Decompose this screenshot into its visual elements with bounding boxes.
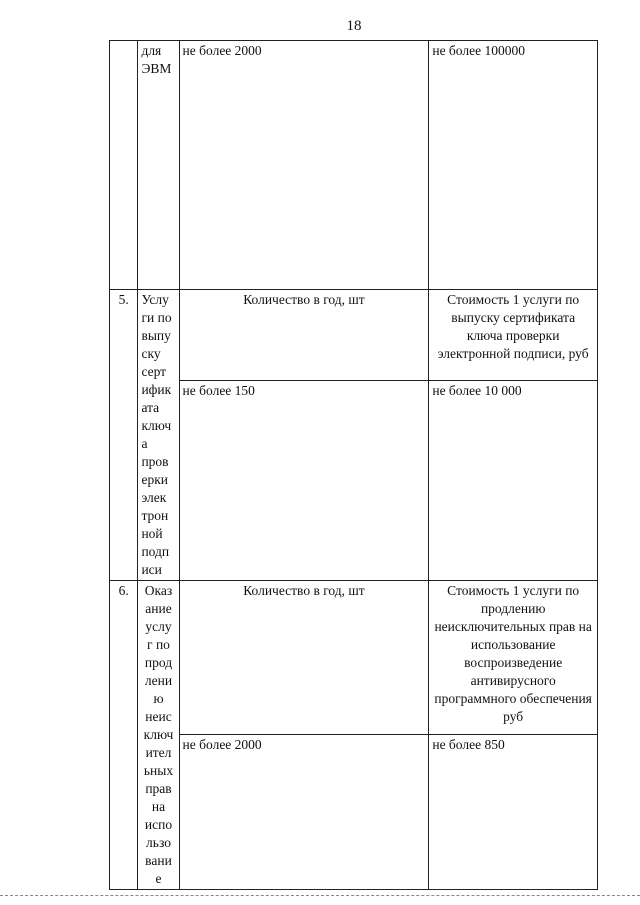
service-name-line: испо (144, 817, 173, 832)
service-name-line: льзо (146, 835, 171, 850)
table-row (110, 734, 598, 889)
cost-cell: не более 10 000 (429, 380, 598, 580)
service-name-line: серт (141, 364, 167, 379)
row-number-cell: 6. (110, 581, 138, 890)
service-name-line: ключ (143, 727, 174, 742)
service-name-line: неис (145, 709, 172, 724)
service-name-line: прод (144, 655, 173, 670)
service-name-line: выпу (141, 328, 171, 343)
cost-header-cell: Стоимость 1 услуги по выпуску сертификата ключа проверки электронной подписи, руб (429, 290, 598, 381)
service-name-line: для (141, 43, 162, 58)
service-name-line: ерки (141, 472, 168, 487)
service-name-line: ю (153, 691, 164, 706)
service-name-line: ание (145, 601, 172, 616)
table-row (110, 41, 598, 290)
quantity-header-cell: Количество в год, шт (179, 581, 429, 735)
service-name-line: ата (141, 400, 160, 415)
service-name-line: элек (141, 490, 167, 505)
service-name-cell (138, 41, 179, 290)
row-number-cell (110, 41, 138, 290)
service-name-line: а (141, 436, 148, 451)
cost-cell: не более 100000 (429, 41, 598, 290)
quantity-cell: не более 2000 (179, 41, 429, 290)
cost-header-cell: Стоимость 1 услуги по продлению неисключительных прав на использование воспроизведение антивирусного программного обеспечения руб (429, 581, 598, 735)
quantity-cell: не более 150 (179, 380, 429, 580)
service-name-cell (138, 290, 179, 581)
service-name-line: пров (141, 454, 169, 469)
page-number: 18 (346, 18, 362, 34)
row-number-cell: 5. (110, 290, 138, 581)
service-name-line: ги по (141, 310, 172, 325)
services-table (109, 40, 598, 890)
service-name-line: Оказ (144, 583, 173, 598)
service-name-line: на (151, 799, 166, 814)
service-name-line: ску (141, 346, 161, 361)
page-bottom-rule (0, 895, 640, 896)
table-row (110, 380, 598, 580)
service-name-cell (138, 581, 179, 890)
service-name-line: ЭВМ (141, 61, 172, 76)
quantity-cell: не более 2000 (179, 734, 429, 889)
service-name-line: Услу (141, 292, 169, 307)
table-row (110, 290, 598, 381)
service-name-line: услу (145, 619, 172, 634)
service-name-line: г по (147, 637, 170, 652)
service-name-line: прав (145, 781, 172, 796)
service-name-line: ной (141, 526, 163, 541)
cost-cell: не более 850 (429, 734, 598, 889)
quantity-header-cell: Количество в год, шт (179, 290, 429, 381)
service-name-line: е (155, 871, 162, 886)
service-name-line: лени (144, 673, 173, 688)
service-name-line: трон (141, 508, 169, 523)
service-name-line: подп (141, 544, 170, 559)
service-name-line: ител (145, 745, 172, 760)
service-name-line: вани (145, 853, 172, 868)
service-name-line: ключ (141, 418, 172, 433)
service-name-line: ьных (143, 763, 174, 778)
service-name-line: иси (141, 562, 162, 577)
service-name-line: ифик (141, 382, 172, 397)
table-row (110, 581, 598, 735)
